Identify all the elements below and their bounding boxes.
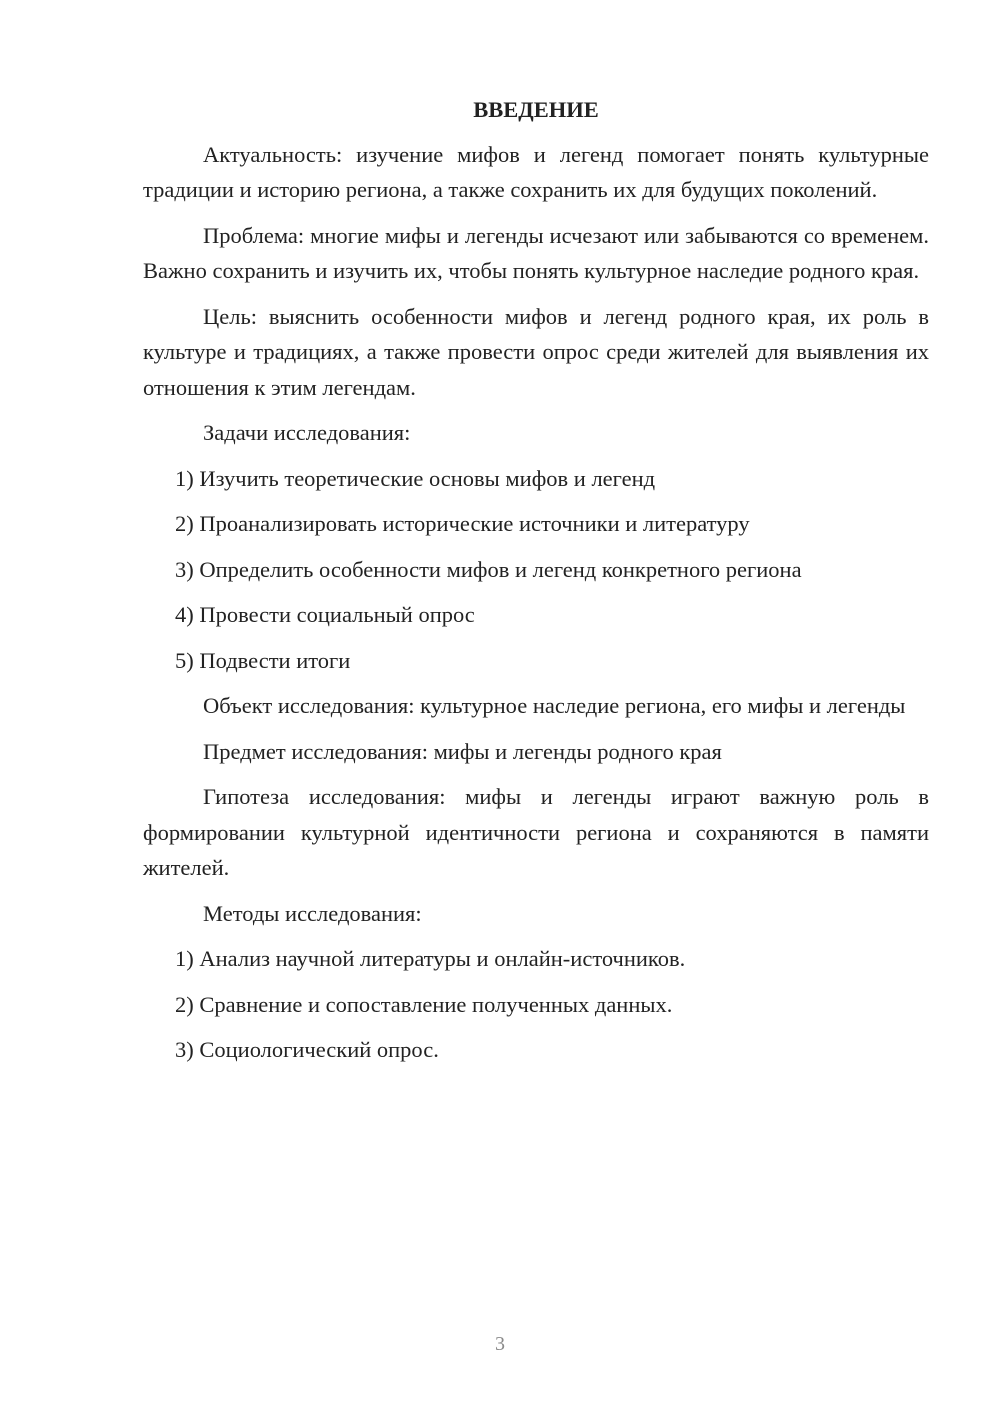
page-number: 3 <box>495 1333 505 1355</box>
method-item: 1) Анализ научной литературы и онлайн-источников. <box>175 946 686 971</box>
relevance-paragraph: Актуальность: изучение мифов и легенд помогает понять культурные традиции и историю региона, а также сохранить их для будущих поколений. <box>143 141 929 202</box>
hypothesis-paragraph: Гипотеза исследования: мифы и легенды играют важную роль в формировании культурной идентичности региона и сохраняются в памяти жителей. <box>143 784 929 880</box>
methods-heading: Методы исследования: <box>203 900 422 926</box>
document-page <box>143 92 929 1078</box>
object-paragraph: Объект исследования: культурное наследие региона, его мифы и легенды <box>203 693 906 718</box>
tasks-heading: Задачи исследования: <box>203 420 411 445</box>
problem-paragraph: Проблема: многие мифы и легенды исчезают или забываются со временем. Важно сохранить и изучить их, чтобы понять культурное наследие родного края. <box>143 222 929 283</box>
tasks-list <box>143 461 929 679</box>
task-item: 1) Изучить теоретические основы мифов и легенд <box>175 465 656 491</box>
methods-list <box>143 941 929 1068</box>
method-item: 2) Сравнение и сопоставление полученных данных. <box>175 991 673 1017</box>
subject-paragraph: Предмет исследования: мифы и легенды родного края <box>203 738 722 764</box>
goal-paragraph: Цель: выяснить особенности мифов и легенд родного края, их роль в культуре и традициях, а также провести опрос среди жителей для выявления их отношения к этим легендам. <box>143 303 929 400</box>
task-item: 4) Провести социальный опрос <box>175 602 475 627</box>
task-item: 3) Определить особенности мифов и легенд конкретного региона <box>175 556 802 582</box>
task-item: 2) Проанализировать исторические источники и литературу <box>175 511 750 536</box>
method-item: 3) Социологический опрос. <box>175 1037 439 1062</box>
section-title: ВВЕДЕНИЕ <box>473 97 599 122</box>
task-item: 5) Подвести итоги <box>175 647 351 673</box>
